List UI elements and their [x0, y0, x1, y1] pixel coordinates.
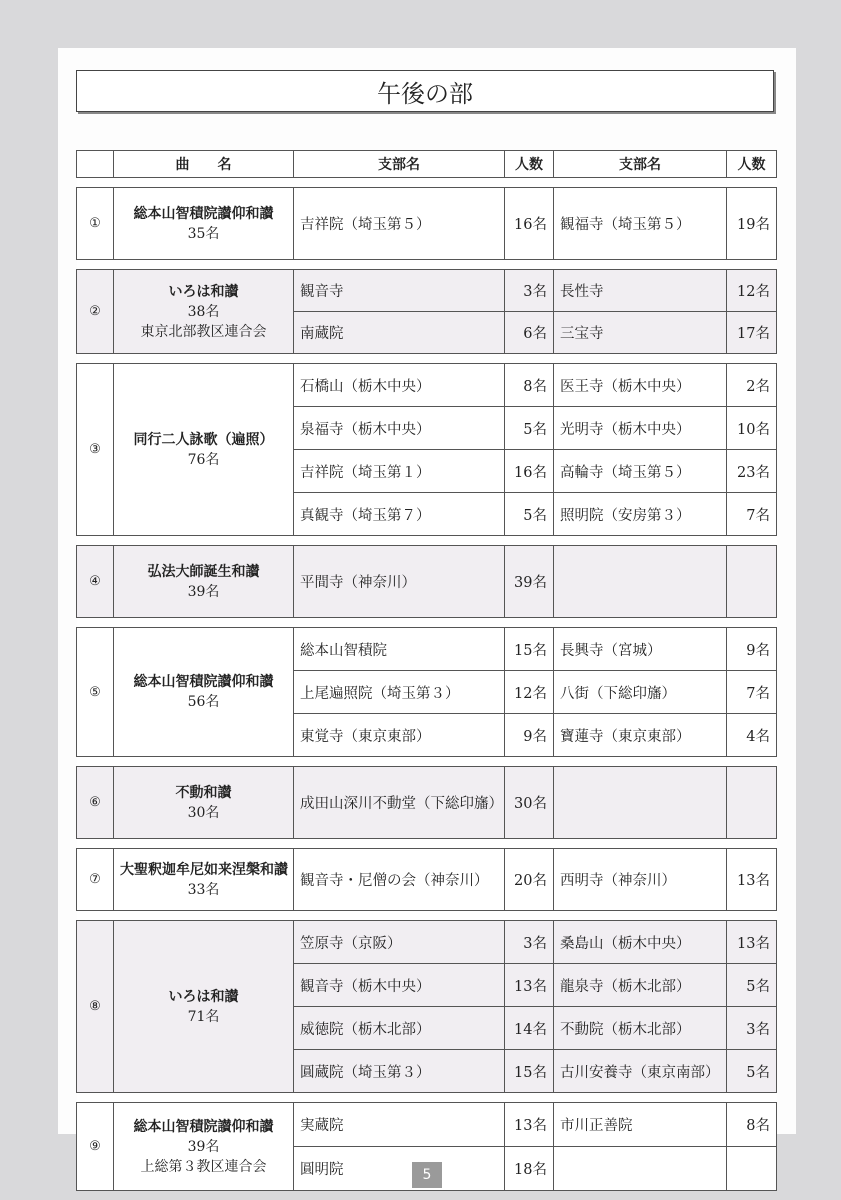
table-body [77, 178, 777, 1191]
branch-count: 17名 [727, 312, 777, 354]
header-num [77, 151, 114, 178]
branch-name: 八街（下総印旛） [554, 671, 727, 714]
branch-name: 南蔵院 [294, 312, 505, 354]
branch-name: 桑島山（栃木中央） [554, 921, 727, 964]
separator-cell [77, 354, 777, 364]
branch-name [554, 1147, 727, 1191]
branch-count: 9名 [727, 628, 777, 671]
branch-count: 8名 [505, 364, 554, 407]
group-separator [77, 536, 777, 546]
item-number: ⑤ [77, 628, 114, 757]
branch-count: 6名 [505, 312, 554, 354]
branch-name: 不動院（栃木北部） [554, 1007, 727, 1050]
song-participant-count: 30名 [187, 804, 220, 821]
branch-count: 15名 [505, 1050, 554, 1093]
table-row [77, 921, 777, 964]
branch-name: 光明寺（栃木中央） [554, 407, 727, 450]
group-separator [77, 260, 777, 270]
group-separator [77, 911, 777, 921]
song-group-note: 東京北部教区連合会 [140, 323, 267, 340]
branch-count: 5名 [727, 964, 777, 1007]
branch-count: 5名 [727, 1050, 777, 1093]
branch-name: 西明寺（神奈川） [554, 849, 727, 911]
branch-count: 3名 [505, 921, 554, 964]
branch-name: 成田山深川不動堂（下総印旛） [294, 767, 505, 839]
branch-count: 12名 [727, 270, 777, 312]
branch-name: 吉祥院（埼玉第５） [294, 188, 505, 260]
branch-count: 16名 [505, 188, 554, 260]
branch-count: 13名 [727, 921, 777, 964]
branch-count: 15名 [505, 628, 554, 671]
group-separator [77, 354, 777, 364]
branch-count: 23名 [727, 450, 777, 493]
song-title: 総本山智積院讃仰和讃 [133, 205, 274, 222]
branch-count: 39名 [505, 546, 554, 618]
item-number: ⑥ [77, 767, 114, 839]
item-number: ⑦ [77, 849, 114, 911]
branch-name: 長興寺（宮城） [554, 628, 727, 671]
song-participant-count: 39名 [187, 583, 220, 600]
branch-name: 古川安養寺（東京南部） [554, 1050, 727, 1093]
header-branch-2: 支部名 [554, 151, 727, 178]
song-participant-count: 56名 [187, 694, 220, 710]
branch-count [727, 546, 777, 618]
branch-count: 7名 [727, 493, 777, 536]
song-cell [114, 188, 294, 260]
branch-count: 19名 [727, 188, 777, 260]
branch-name: 龍泉寺（栃木北部） [554, 964, 727, 1007]
table-row [77, 767, 777, 839]
branch-name: 平間寺（神奈川） [294, 546, 505, 618]
branch-count: 8名 [727, 1103, 777, 1147]
table-row [77, 849, 777, 911]
group-separator [77, 1093, 777, 1103]
song-participant-count: 35名 [187, 225, 220, 242]
table-row [77, 1103, 777, 1147]
group-separator [77, 618, 777, 628]
branch-count: 2名 [727, 364, 777, 407]
table-row [77, 188, 777, 260]
song-title: 不動和讃 [175, 784, 232, 801]
song-title: 大聖釈迦牟尼如来涅槃和讃 [120, 861, 288, 878]
branch-name: 石橋山（栃木中央） [294, 364, 505, 407]
header-count-1: 人数 [505, 151, 554, 178]
item-number: ⑧ [77, 921, 114, 1093]
table-row [77, 546, 777, 618]
branch-name: 三宝寺 [554, 312, 727, 354]
separator-cell [77, 757, 777, 767]
branch-name [554, 546, 727, 618]
branch-count: 4名 [727, 714, 777, 757]
branch-name: 実蔵院 [294, 1103, 505, 1147]
branch-count: 12名 [505, 671, 554, 714]
branch-name: 真観寺（埼玉第７） [294, 493, 505, 536]
separator-cell [77, 1093, 777, 1103]
song-participant-count: 76名 [187, 451, 220, 468]
branch-count: 13名 [727, 849, 777, 911]
branch-name: 吉祥院（埼玉第１） [294, 450, 505, 493]
branch-name: 医王寺（栃木中央） [554, 364, 727, 407]
song-title: 総本山智積院讃仰和讃 [133, 674, 274, 690]
song-title: 総本山智積院讃仰和讃 [133, 1118, 274, 1135]
branch-count: 16名 [505, 450, 554, 493]
song-participant-count: 39名 [187, 1138, 220, 1155]
page-number: 5 [412, 1162, 442, 1188]
branch-name: 総本山智積院 [294, 628, 505, 671]
branch-count: 30名 [505, 767, 554, 839]
separator-cell [77, 618, 777, 628]
table-row [77, 628, 777, 671]
song-participant-count: 71名 [187, 1008, 220, 1025]
song-cell [114, 546, 294, 618]
branch-name: 東覚寺（東京東部） [294, 714, 505, 757]
item-number: ③ [77, 364, 114, 536]
branch-name: 泉福寺（栃木中央） [294, 407, 505, 450]
branch-count: 13名 [505, 964, 554, 1007]
table-row [77, 270, 777, 312]
song-participant-count: 33名 [187, 881, 220, 898]
song-cell [114, 270, 294, 354]
branch-name: 上尾遍照院（埼玉第３） [294, 671, 505, 714]
branch-name: 観音寺（栃木中央） [294, 964, 505, 1007]
branch-count: 14名 [505, 1007, 554, 1050]
item-number: ② [77, 270, 114, 354]
branch-name: 照明院（安房第３） [554, 493, 727, 536]
branch-name: 市川正善院 [554, 1103, 727, 1147]
branch-count: 3名 [505, 270, 554, 312]
separator-cell [77, 911, 777, 921]
group-separator [77, 757, 777, 767]
branch-name: 威徳院（栃木北部） [294, 1007, 505, 1050]
branch-count: 9名 [505, 714, 554, 757]
song-title: 同行二人詠歌（遍照） [133, 431, 274, 448]
branch-count: 20名 [505, 849, 554, 911]
branch-name: 観音寺・尼僧の会（神奈川） [294, 849, 505, 911]
branch-count [727, 1147, 777, 1191]
group-separator [77, 839, 777, 849]
song-cell [114, 628, 294, 757]
branch-count: 5名 [505, 407, 554, 450]
item-number: ⑨ [77, 1103, 114, 1191]
branch-count: 5名 [505, 493, 554, 536]
table-row [77, 364, 777, 407]
branch-name: 高輪寺（埼玉第５） [554, 450, 727, 493]
branch-name: 観福寺（埼玉第５） [554, 188, 727, 260]
song-cell [114, 849, 294, 911]
header-count-2: 人数 [727, 151, 777, 178]
branch-count: 18名 [505, 1147, 554, 1191]
song-title: 弘法大師誕生和讃 [147, 563, 260, 580]
separator-cell [77, 260, 777, 270]
branch-name: 長性寺 [554, 270, 727, 312]
item-number: ④ [77, 546, 114, 618]
branch-name: 笠原寺（京阪） [294, 921, 505, 964]
song-group-note: 上総第３教区連合会 [140, 1158, 267, 1175]
header-song: 曲 名 [114, 151, 294, 178]
song-cell [114, 1103, 294, 1191]
song-cell [114, 767, 294, 839]
song-participant-count: 38名 [187, 303, 220, 320]
separator-cell [77, 839, 777, 849]
separator-cell [77, 178, 777, 188]
branch-name: 圓蔵院（埼玉第３） [294, 1050, 505, 1093]
program-table [76, 150, 777, 1191]
branch-name: 圓明院 [294, 1147, 505, 1191]
song-cell [114, 364, 294, 536]
page-title: 午後の部 [76, 70, 774, 112]
group-separator [77, 178, 777, 188]
header-branch-1: 支部名 [294, 151, 505, 178]
song-cell [114, 921, 294, 1093]
item-number: ① [77, 188, 114, 260]
song-title: いろは和讃 [168, 283, 239, 300]
branch-name: 寶蓮寺（東京東部） [554, 714, 727, 757]
branch-count: 7名 [727, 671, 777, 714]
branch-count: 3名 [727, 1007, 777, 1050]
separator-cell [77, 536, 777, 546]
song-title: いろは和讃 [168, 988, 239, 1005]
branch-count: 13名 [505, 1103, 554, 1147]
table-header-row [77, 151, 777, 178]
branch-name [554, 767, 727, 839]
branch-count [727, 767, 777, 839]
branch-name: 観音寺 [294, 270, 505, 312]
branch-count: 10名 [727, 407, 777, 450]
